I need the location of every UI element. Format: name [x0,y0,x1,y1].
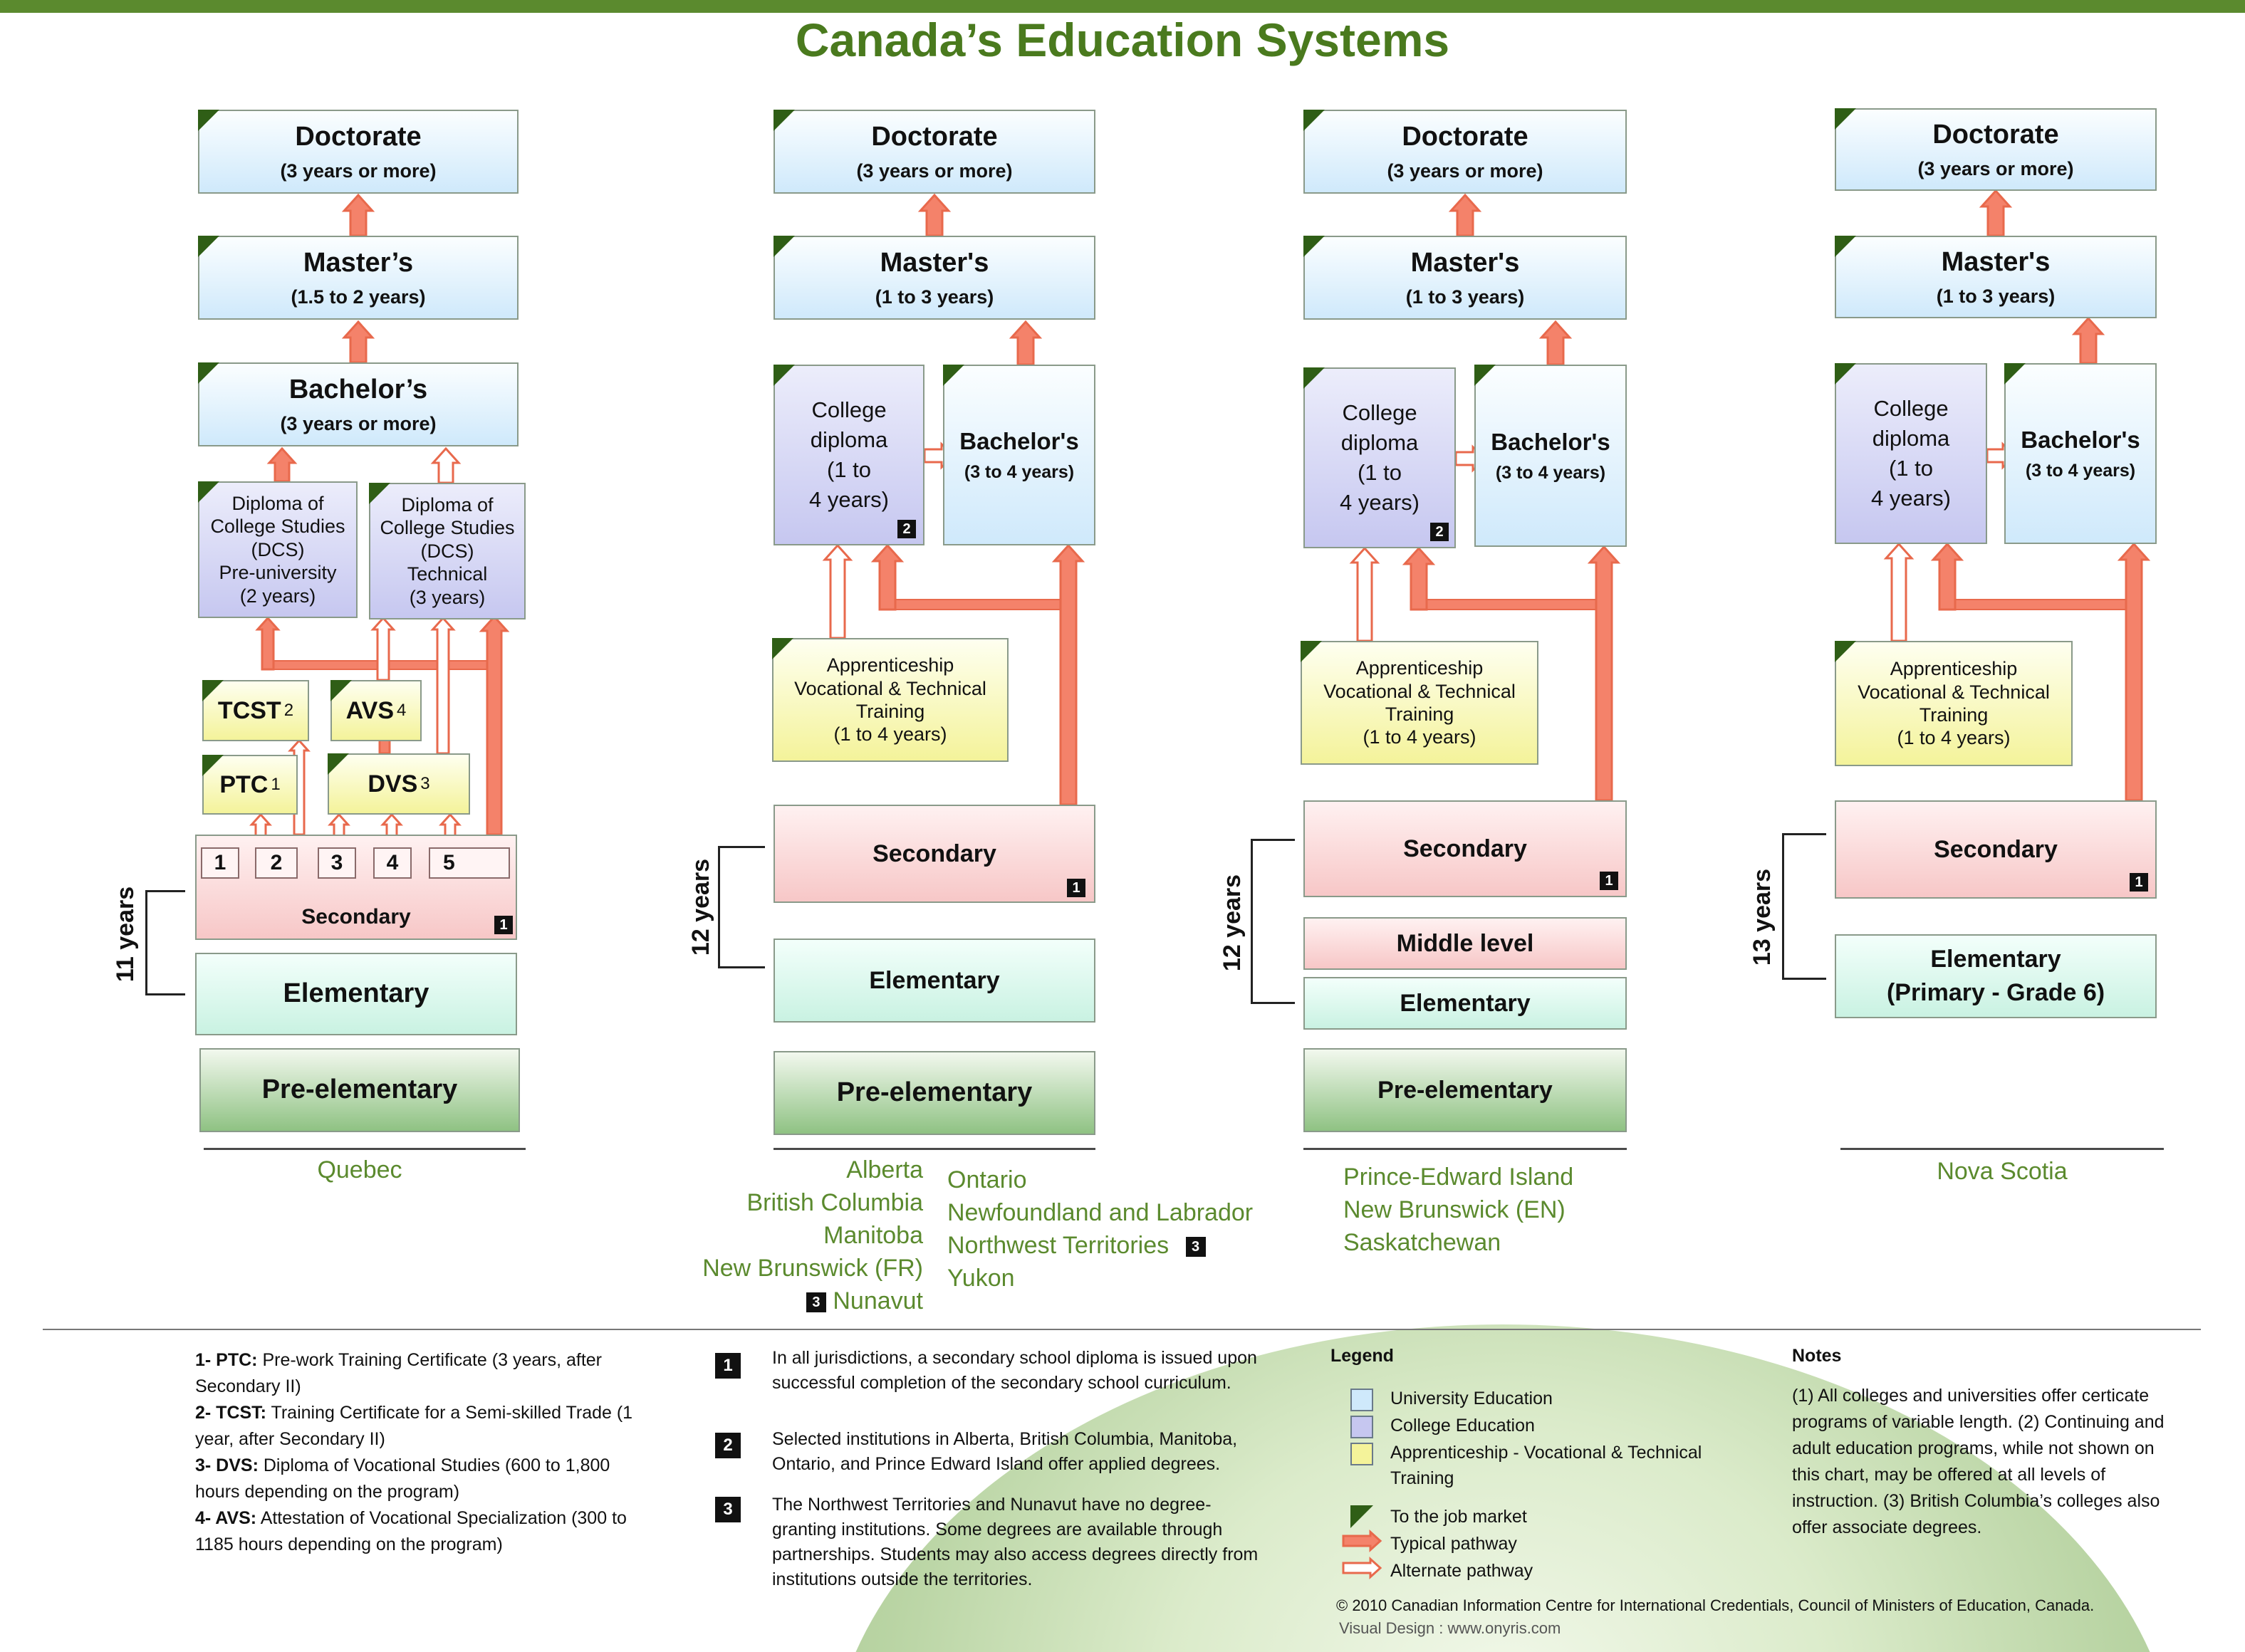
legend-typical-label: Typical pathway [1390,1534,1517,1554]
qc-ptc-note: 1 [271,774,281,794]
abbrev-key: 4- AVS: [195,1508,257,1528]
g2-apprenticeship-line: (1 to 4 years) [833,723,947,746]
abbrev-text: Diploma of Vocational Studies (600 to 1,800 [258,1455,610,1475]
qc-masters-years: (1.5 to 2 years) [291,286,426,308]
g3-secondary-note: 1 [1600,872,1618,890]
g2-preelementary-label: Pre-elementary [836,1077,1033,1108]
qc-dcs-tech-line: (3 years) [409,586,486,608]
page-title: Canada’s Education Systems [795,14,1450,66]
qc-doctorate-label: Doctorate [295,122,422,152]
abbrev-avs [195,1505,694,1532]
legend-title: Legend [1330,1346,1394,1366]
g2-secondary-label: Secondary [873,840,996,867]
g3-college-line: College [1342,400,1417,426]
g3-college-line: diploma [1340,430,1419,456]
g4-baseline [1840,1148,2164,1150]
g4-college-line: diploma [1872,426,1950,451]
qc-grade-2: 2 [255,847,298,879]
footnote-line: institutions outside the territories. [772,1569,1033,1589]
province-new-brunswick-fr: New Brunswick (FR) [702,1255,923,1282]
province-saskatchewan: Saskatchewan [1343,1229,1501,1256]
typical-pathway-arrow [1343,1532,1380,1549]
g4-apprenticeship-line: Training [1919,704,1989,726]
typical-pathway-arrow [269,449,295,481]
abbrev-key: 3- DVS: [195,1455,259,1475]
footnote-line: The Northwest Territories and Nunavut have no degree- [772,1495,1212,1515]
g4-masters-years: (1 to 3 years) [1936,285,2056,307]
g3-baseline [1303,1148,1627,1150]
footnote-line: successful completion of the secondary school curriculum. [772,1373,1231,1393]
abbrev-cont: 1185 hours depending on the program) [195,1535,503,1554]
abbrev-dvs [195,1453,694,1479]
qc-preelementary-box [199,1048,520,1132]
qc-ptc-box [202,755,298,815]
g2-college-note: 2 [897,520,916,538]
g3-preelementary-box [1303,1048,1627,1132]
g3-secondary-label: Secondary [1403,835,1527,862]
typical-pathway-arrow [1011,322,1040,365]
g2-college-line: diploma [810,427,888,453]
province-nunavut: Nunavut [833,1287,923,1314]
notes-line: instruction. (3) British Columbia’s colleges also [1792,1491,2160,1511]
alternate-pathway-arrow [433,618,454,753]
g3-apprenticeship-line: (1 to 4 years) [1363,726,1476,748]
qc-baseline [204,1148,526,1150]
abbrev-ptc [195,1347,694,1374]
g3-doctorate-box [1303,110,1627,194]
qc-grade-4: 4 [373,847,412,879]
g3-college-line: 4 years) [1340,489,1420,515]
qc-avs-note: 4 [397,700,407,720]
nwt-note: 3 [1186,1237,1206,1257]
g2-years-label: 12 years [687,858,714,956]
province-nwt-row [947,1229,1303,1262]
qc-dvs-label: DVS [368,770,418,798]
g3-provinces [1343,1161,1642,1259]
province-new-brunswick-en: New Brunswick (EN) [1343,1196,1566,1223]
qc-bachelors-years: (3 years or more) [280,412,437,434]
footnote-line: Selected institutions in Alberta, British Columbia, Manitoba, [772,1429,1238,1449]
g2-masters-years: (1 to 3 years) [875,286,994,308]
qc-bachelors-box [198,362,519,446]
g3-masters-years: (1 to 3 years) [1405,286,1525,308]
g4-apprenticeship-line: Vocational & Technical [1858,681,2050,703]
g4-secondary-note: 1 [2130,873,2148,892]
g2-masters-box [773,236,1095,320]
qc-ptc-label: PTC [219,770,269,798]
g4-secondary-box [1835,800,2157,899]
design-credit: Visual Design : www.onyris.com [1339,1619,1561,1637]
g3-years-bracket [1251,839,1295,1004]
typical-pathway-arrow [344,195,373,236]
g3-bachelors-years: (3 to 4 years) [1495,462,1606,483]
alternate-pathway-arrow [1886,544,1912,641]
footnote-1 [772,1346,1313,1396]
g2-apprenticeship-line: Training [855,701,925,722]
abbrev-key: 1- PTC: [195,1350,258,1370]
qc-elementary-label: Elementary [283,978,429,1009]
qc-grade-1: 1 [201,847,239,879]
footnote-line: In all jurisdictions, a secondary school diploma is issued upon [772,1348,1257,1368]
footnote-2-badge: 2 [715,1433,741,1458]
qc-dcs-technical-box [369,483,526,620]
notes-body [1792,1383,2219,1541]
g3-middle-label: Middle level [1396,929,1534,957]
qc-doctorate-box [198,110,519,194]
qc-grade-5: 5 [429,847,510,879]
legend-apprenticeship-label-cont: Training [1390,1468,1454,1488]
g2-apprenticeship-line: Apprenticeship [826,654,954,676]
qc-years-bracket [145,890,185,995]
pathway-connector [1413,600,1603,610]
g4-secondary-label: Secondary [1934,835,2058,863]
typical-pathway-arrow [1981,191,2010,236]
g3-apprenticeship-line: Training [1385,704,1454,725]
g2-masters-label: Master's [880,248,989,278]
footnote-line: Ontario, and Prince Edward Island offer applied degrees. [772,1454,1221,1474]
abbrev-cont: year, after Secondary II) [195,1429,385,1449]
footnote-1-badge: 1 [715,1353,741,1379]
g4-doctorate-label: Doctorate [1932,120,2059,150]
typical-pathway-arrow [1541,322,1570,365]
qc-dcs-pre-line: (DCS) [251,538,305,560]
legend-job-market-icon [1350,1505,1373,1528]
g2-college-box [773,365,924,545]
qc-avs-label: AVS [345,696,395,724]
g4-college-line: 4 years) [1871,485,1951,511]
qc-dcs-pre-line: Diploma of [231,493,324,515]
qc-secondary-label: Secondary [301,905,411,929]
g2-doctorate-box [773,110,1095,194]
credit-line: © 2010 Canadian Information Centre for International Credentials, Council of Ministers of Education, Canada. [1336,1596,2095,1614]
legend-alternate-label: Alternate pathway [1390,1561,1533,1581]
notes-line: adult education programs, while not shown on [1792,1438,2155,1458]
abbreviations [195,1347,694,1558]
g2-bachelors-label: Bachelor's [959,428,1079,455]
notes-line: (1) All colleges and universities offer certicate [1792,1386,2150,1406]
g2-elementary-label: Elementary [869,966,1000,994]
g2-doctorate-label: Doctorate [871,122,998,152]
abbrev-text: Pre-work Training Certificate (3 years, after [257,1350,602,1370]
g4-elementary-box [1835,934,2157,1018]
qc-secondary-note: 1 [494,916,513,934]
notes-line: this chart, may be offered at all levels of [1792,1465,2106,1485]
g3-elementary-box [1303,977,1627,1030]
g4-apprenticeship-box [1835,641,2073,766]
legend-job-market-label: To the job market [1390,1507,1527,1527]
g2-secondary-note: 1 [1067,879,1085,897]
g2-provinces-right [947,1164,1303,1295]
qc-bachelors-label: Bachelor’s [288,375,428,404]
notes-line: offer associate degrees. [1792,1517,1982,1537]
g4-elementary-sub: (Primary - Grade 6) [1886,979,2105,1006]
qc-tcst-box [202,680,309,741]
g2-college-line: College [811,397,887,423]
qc-avs-box [330,680,422,741]
province-pei: Prince-Edward Island [1343,1164,1574,1191]
alternate-pathway-arrow [825,545,850,638]
qc-dcs-preuniversity-box [198,481,358,618]
footnote-3-badge: 3 [715,1497,741,1522]
qc-masters-label: Master’s [303,248,414,278]
g2-provinces-left [634,1154,923,1317]
abbrev-cont: hours depending on the program) [195,1482,460,1502]
typical-pathway-arrow [920,195,949,236]
qc-grade-3: 3 [318,847,356,879]
g3-doctorate-label: Doctorate [1402,122,1528,152]
province-ontario: Ontario [947,1166,1027,1193]
g4-years-bracket [1782,833,1826,980]
legend-apprenticeship-label: Apprenticeship - Vocational & Technical [1390,1443,1702,1463]
g3-masters-label: Master's [1410,248,1520,278]
qc-dcs-pre-line: College Studies [210,516,345,538]
g4-college-line: (1 to [1888,456,1934,481]
g4-elementary-label: Elementary [1930,946,2061,973]
pathway-connector [883,600,1074,610]
g4-bachelors-years: (3 to 4 years) [2025,460,2136,481]
g2-doctorate-years: (3 years or more) [856,160,1013,182]
qc-doctorate-years: (3 years or more) [280,160,437,182]
g4-bachelors-box [2004,363,2157,544]
qc-dcs-tech-line: College Studies [380,517,515,539]
province-northwest-territories: Northwest Territories [947,1232,1170,1259]
province-nunavut-row [634,1285,923,1317]
alternate-pathway-arrow [1352,548,1377,641]
g4-doctorate-box [1835,108,2157,191]
alternate-pathway-arrow [433,449,459,483]
g4-bachelors-label: Bachelor's [2021,427,2140,454]
g4-masters-label: Master's [1941,247,2051,277]
footnote-2 [772,1427,1313,1477]
province-british-columbia: British Columbia [746,1189,923,1216]
typical-pathway-arrow [2074,318,2103,363]
g3-doctorate-years: (3 years or more) [1387,160,1543,182]
qc-dcs-pre-line: (2 years) [239,585,316,607]
abbrev-cont: Secondary II) [195,1376,301,1396]
g2-preelementary-box [773,1051,1095,1135]
qc-dvs-note: 3 [420,773,430,793]
g2-secondary-box [773,805,1095,903]
g3-apprenticeship-line: Vocational & Technical [1323,680,1516,702]
alternate-pathway-arrow [1343,1559,1380,1577]
g3-middle-box [1303,917,1627,970]
qc-dcs-tech-line: Technical [407,563,488,585]
g2-bachelors-years: (3 to 4 years) [964,461,1075,482]
g2-bachelors-box [943,365,1095,545]
g3-college-note: 2 [1430,523,1449,541]
notes-title: Notes [1792,1346,1842,1366]
qc-years-label: 11 years [112,886,139,983]
alternate-pathway-arrow [373,618,394,680]
typical-pathway-arrow [2120,544,2148,800]
qc-dvs-box [328,753,470,815]
legend-university-swatch [1350,1389,1373,1411]
g4-apprenticeship-line: Apprenticeship [1890,658,2018,680]
typical-pathway-arrow [1451,195,1479,236]
qc-dcs-tech-line: Diploma of [401,494,494,516]
typical-pathway-arrow [344,322,373,362]
g3-preelementary-label: Pre-elementary [1377,1076,1553,1104]
qc-elementary-box [195,953,517,1035]
province-nova-scotia: Nova Scotia [1937,1158,2068,1185]
province-alberta: Alberta [846,1156,923,1183]
section-divider [43,1329,2201,1330]
g2-college-line: (1 to [826,457,872,482]
g2-baseline [773,1148,1095,1150]
g2-college-line: 4 years) [809,486,889,512]
g2-apprenticeship-line: Vocational & Technical [794,677,986,699]
typical-pathway-arrow [481,617,507,835]
g3-bachelors-label: Bachelor's [1491,429,1610,456]
province-quebec: Quebec [317,1156,402,1183]
g4-college-line: College [1873,396,1949,422]
qc-dcs-pre-line: Pre-university [219,562,337,584]
g3-college-box [1303,367,1456,548]
qc-masters-box [198,236,519,320]
g4-doctorate-years: (3 years or more) [1917,157,2074,179]
typical-pathway-arrow [1054,545,1083,805]
g3-years-label: 12 years [1219,874,1246,972]
abbrev-text: Training Certificate for a Semi-skilled Trade (1 [266,1403,633,1423]
notes-line: programs of variable length. (2) Continuing and [1792,1412,2165,1432]
legend-college-label: College Education [1390,1416,1535,1436]
g2-years-bracket [718,846,765,968]
province-newfoundland-labrador: Newfoundland and Labrador [947,1199,1254,1226]
typical-pathway-arrow [1590,547,1618,800]
abbrev-key: 2- TCST: [195,1403,266,1423]
g3-bachelors-box [1474,365,1627,547]
g3-secondary-box [1303,800,1627,897]
g3-apprenticeship-line: Apprenticeship [1355,657,1484,679]
g3-masters-box [1303,236,1627,320]
g3-elementary-label: Elementary [1400,989,1531,1017]
g3-apprenticeship-box [1301,641,1538,765]
g3-college-line: (1 to [1357,460,1402,485]
g4-masters-box [1835,236,2157,318]
province-manitoba: Manitoba [823,1222,923,1249]
abbrev-text: Attestation of Vocational Specialization (300 to [256,1508,627,1528]
g4-apprenticeship-line: (1 to 4 years) [1897,727,2011,749]
legend-college-swatch [1350,1416,1373,1438]
footnote-3 [772,1492,1313,1592]
qc-tcst-note: 2 [283,700,294,720]
qc-tcst-label: TCST [217,696,281,724]
footnote-line: partnerships. Students may also access degrees directly from [772,1544,1259,1564]
g4-college-box [1835,363,1987,544]
province-yukon: Yukon [947,1265,1015,1292]
qc-dcs-tech-line: (DCS) [420,540,474,562]
g2-apprenticeship-box [772,638,1009,762]
footnote-line: granting institutions. Some degrees are available through [772,1520,1223,1539]
g4-years-label: 13 years [1749,868,1776,966]
pathway-connector [1942,600,2135,610]
qc-preelementary-label: Pre-elementary [261,1075,458,1105]
legend-apprenticeship-swatch [1350,1443,1373,1465]
abbrev-tcst [195,1400,694,1426]
nunavut-note: 3 [806,1292,826,1312]
g2-elementary-box [773,939,1095,1023]
legend-university-label: University Education [1390,1389,1553,1408]
